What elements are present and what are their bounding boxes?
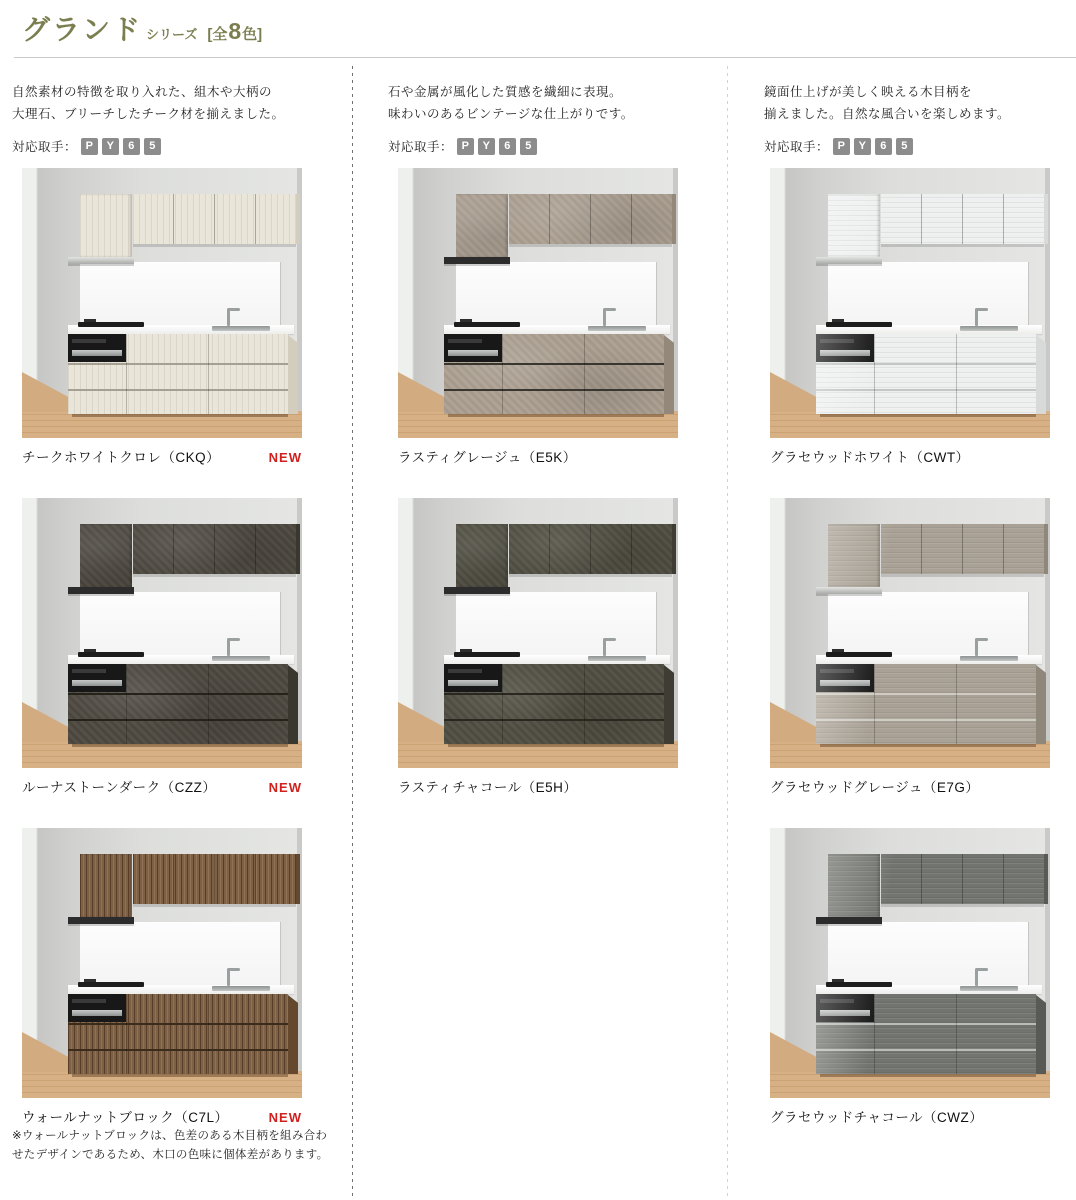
new-badge: NEW [268, 1110, 302, 1125]
column-rustic [388, 75, 722, 1200]
product-caption [22, 446, 302, 466]
handle-badge-p: P [833, 138, 850, 155]
product-photo [398, 498, 678, 768]
product-name: グラセウッドグレージュ（E7G） [770, 780, 980, 795]
product-caption [770, 1106, 1050, 1126]
product-caption [398, 776, 678, 796]
series-name: グランド [22, 14, 143, 45]
product-name: ラスティチャコール（E5H） [398, 780, 578, 795]
handle-badge-6: 6 [499, 138, 516, 155]
page-title [22, 8, 262, 48]
product-caption [22, 1106, 302, 1126]
product-card [398, 498, 678, 796]
new-badge: NEW [268, 450, 302, 465]
handle-compatibility [12, 137, 161, 155]
series-suffix: シリーズ [146, 27, 198, 42]
product-card [770, 168, 1050, 466]
handle-compatibility [388, 137, 537, 155]
product-name: グラセウッドチャコール（CWZ） [770, 1110, 984, 1125]
product-photo [770, 828, 1050, 1098]
handle-badge-y: Y [854, 138, 871, 155]
handle-badge-y: Y [478, 138, 495, 155]
handle-badge-6: 6 [123, 138, 140, 155]
column-separator-1 [352, 66, 353, 1200]
handle-badge-5: 5 [896, 138, 913, 155]
handles-label: 対応取手： [388, 140, 454, 154]
product-card [22, 498, 302, 796]
walnut-footnote: ※ウォールナットブロックは、色差のある木目柄を組み合わせたデザインであるため、木口の色味に個体差があります。 [12, 1130, 329, 1161]
product-card [22, 828, 302, 1126]
product-caption [22, 776, 302, 796]
handles-label: 対応取手： [764, 140, 830, 154]
column-description: 石や金属が風化した質感を繊細に表現。 味わいのあるビンテージな仕上がりです。 [388, 85, 634, 121]
product-photo [22, 498, 302, 768]
handle-compatibility [764, 137, 913, 155]
product-card [770, 828, 1050, 1126]
product-card [22, 168, 302, 466]
handle-badge-y: Y [102, 138, 119, 155]
handle-badge-6: 6 [875, 138, 892, 155]
product-name: ルーナストーンダーク（CZZ） [22, 780, 217, 795]
column-separator-2 [727, 66, 728, 1200]
product-name: ラスティグレージュ（E5K） [398, 450, 577, 465]
handle-badge-p: P [457, 138, 474, 155]
handle-badge-5: 5 [520, 138, 537, 155]
handles-label: 対応取手： [12, 140, 78, 154]
product-name: ウォールナットブロック（C7L） [22, 1110, 229, 1125]
color-count: [全8色] [207, 18, 263, 44]
product-photo [770, 168, 1050, 438]
column-description: 自然素材の特徴を取り入れた、組木や大柄の 大理石、ブリーチしたチーク材を揃えました。 [12, 85, 285, 121]
product-photo [22, 828, 302, 1098]
product-photo [398, 168, 678, 438]
handle-badge-p: P [81, 138, 98, 155]
handle-badge-5: 5 [144, 138, 161, 155]
product-caption [398, 446, 678, 466]
column-description: 鏡面仕上げが美しく映える木目柄を 揃えました。自然な風合いを楽しめます。 [764, 85, 1011, 121]
product-card [770, 498, 1050, 796]
new-badge: NEW [268, 780, 302, 795]
header-divider [14, 57, 1076, 58]
product-name: グラセウッドホワイト（CWT） [770, 450, 970, 465]
product-card [398, 168, 678, 466]
product-photo [770, 498, 1050, 768]
product-photo [22, 168, 302, 438]
column-natural [12, 75, 346, 1200]
product-caption [770, 776, 1050, 796]
column-gloss [764, 75, 1072, 1200]
product-name: チークホワイトクロレ（CKQ） [22, 450, 221, 465]
product-caption [770, 446, 1050, 466]
